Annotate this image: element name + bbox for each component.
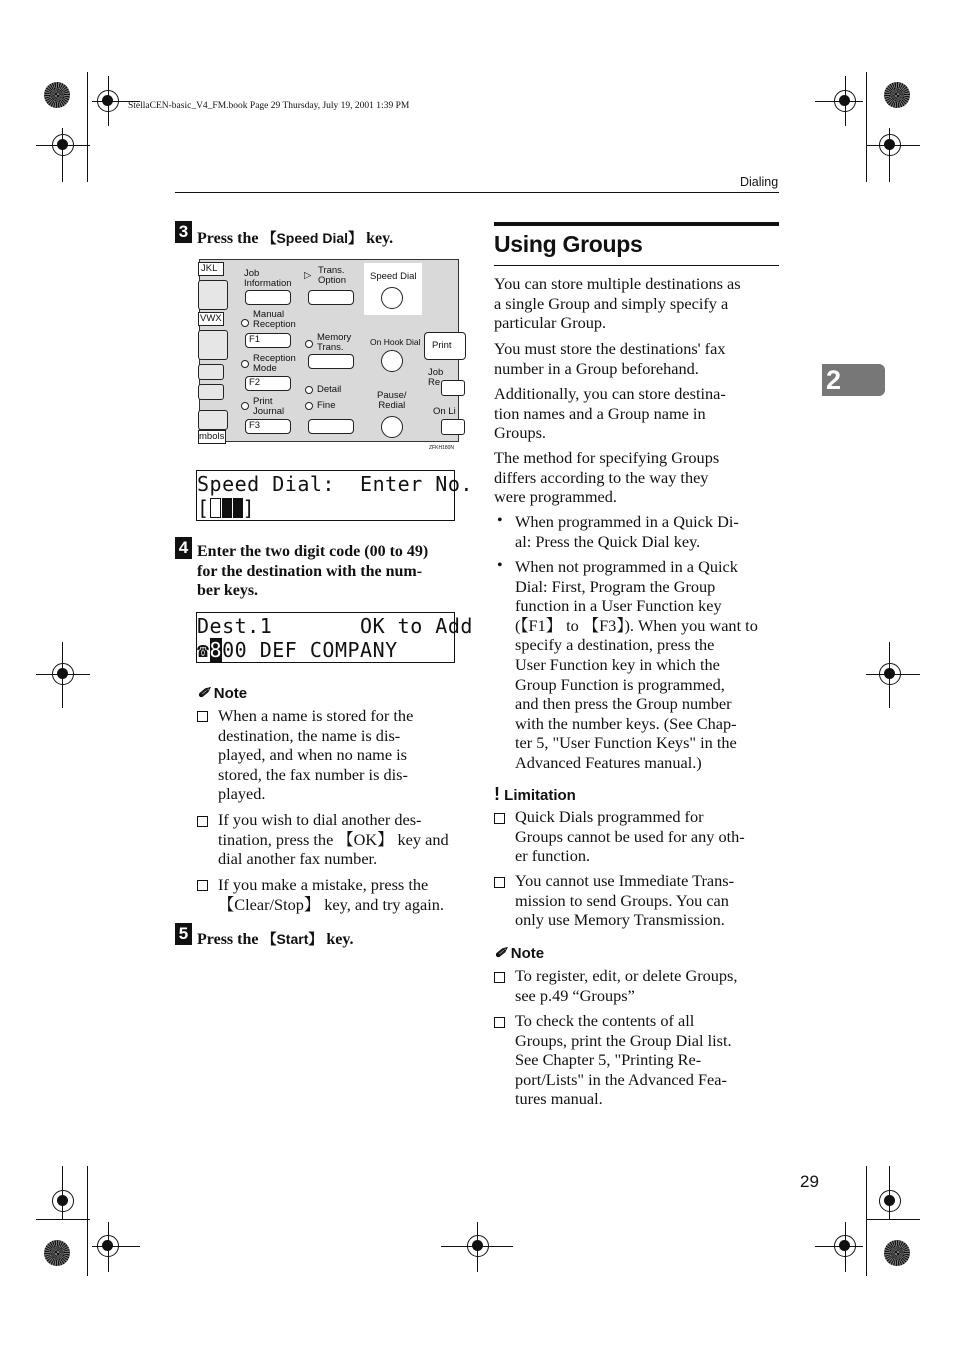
job-information-key — [245, 290, 291, 305]
label-line: Journal — [253, 406, 285, 417]
registration-target-icon — [879, 1190, 901, 1212]
registration-target-icon — [834, 90, 856, 112]
memory-trans-label — [317, 333, 351, 353]
label-line: Memory — [317, 332, 352, 343]
text-line: tion names and a Group name in — [494, 403, 706, 423]
text-line: To check the contents of all — [515, 1011, 695, 1030]
text-line: with the number keys. (See Chap- — [515, 713, 737, 733]
checkbox-icon — [494, 969, 511, 987]
figure-code: ZFKH180N — [429, 445, 455, 451]
control-panel-illustration — [199, 259, 459, 451]
text-line: played. — [218, 784, 266, 804]
lcd-bracket: [ — [197, 496, 210, 520]
header-rule — [175, 192, 779, 193]
keypad-key — [198, 410, 228, 430]
paragraph — [494, 384, 779, 443]
pause-redial-key — [381, 416, 403, 438]
text-line: and then press the Group number — [515, 694, 732, 714]
text-line: stored, the fax number is dis- — [218, 764, 408, 784]
text-line: specify a destination, press the — [515, 635, 715, 655]
f1-key — [245, 333, 291, 348]
reception-mode-label — [253, 354, 296, 374]
registration-sunburst-icon — [884, 1240, 910, 1266]
speed-dial-key-label: 【Speed Dial】 — [262, 230, 363, 246]
page-number: 29 — [800, 1172, 819, 1191]
job-information-label — [244, 269, 292, 289]
text-line: mission to send Groups. You can — [515, 890, 729, 910]
section-title: Using Groups — [494, 231, 643, 257]
text-line: Dial: First, Program the Group — [515, 576, 716, 596]
limitation-title: Limitation — [504, 787, 576, 804]
text-line: Groups cannot be used for any oth- — [515, 826, 745, 846]
key-label: F3 — [249, 420, 261, 431]
registration-target-icon — [52, 1190, 74, 1212]
text-line: (【F1】 to 【F3】). When you want to — [515, 615, 758, 635]
note-item — [218, 706, 460, 804]
lcd-destination-name: 00 DEF COMPANY — [222, 638, 398, 662]
text-line: Groups, print the Group Dial list. — [515, 1030, 732, 1050]
keypad-key — [198, 384, 224, 400]
text-line: The method for specifying Groups — [494, 448, 720, 467]
paragraph — [494, 274, 779, 333]
step-text: Press the — [197, 230, 263, 247]
bullet-item — [515, 557, 779, 773]
start-key-label: 【Start】 — [262, 931, 323, 947]
checkbox-icon — [197, 708, 214, 726]
text-line: To register, edit, or delete Groups, — [515, 966, 738, 985]
pencil-icon: ✐ — [494, 945, 507, 962]
note-item — [218, 875, 460, 914]
step-text: Press the — [197, 931, 263, 948]
text-line: only use Memory Transmission. — [515, 910, 725, 930]
label-line: Job — [244, 268, 260, 279]
lcd-line-1: Speed Dial: Enter No. — [197, 472, 473, 496]
bullet-item — [515, 512, 779, 551]
note-title: Note — [510, 945, 545, 962]
note-item — [218, 810, 460, 869]
label-line: Reception — [253, 319, 296, 330]
text-line: destination, the name is dis- — [218, 725, 401, 745]
led-indicator — [241, 360, 249, 368]
label-line: Reception — [253, 353, 296, 364]
step-number: 5 — [175, 923, 192, 945]
trans-option-key — [308, 290, 354, 305]
text-line: see p.49 “Groups” — [515, 985, 635, 1005]
lcd-line-2 — [197, 638, 398, 662]
limitation-item — [515, 807, 779, 866]
trans-option-icon: ▷ — [304, 270, 312, 281]
registration-target-icon — [97, 90, 119, 112]
label-line: Redial — [378, 400, 406, 411]
text-line: See Chapter 5, "Printing Re- — [515, 1050, 702, 1070]
text-line: When a name is stored for the — [218, 706, 414, 725]
text-line: were programmed. — [494, 487, 617, 507]
speed-dial-key — [381, 287, 403, 309]
detail-label: Detail — [317, 384, 342, 395]
text-line: 【Clear/Stop】 key, and try again. — [218, 894, 444, 914]
function-key-area — [237, 263, 429, 441]
note-item — [515, 1011, 779, 1109]
text-line: When not programmed in a Quick — [515, 557, 738, 576]
step-text: key. — [322, 931, 354, 948]
registration-sunburst-icon — [44, 82, 70, 108]
key-label: JKL — [201, 263, 218, 274]
lcd-block — [222, 498, 232, 518]
key-label: F1 — [249, 334, 261, 345]
text-line: If you wish to dial another des- — [218, 810, 422, 829]
job-reset-label: Job Re — [428, 367, 444, 388]
file-info: StellaCEN-basic_V4_FM.book Page 29 Thursday, July 19, 2001 1:39 PM — [128, 101, 410, 111]
note-heading — [197, 684, 247, 702]
note-title: Note — [213, 685, 248, 702]
led-indicator — [241, 319, 249, 327]
key-label: mbols — [199, 431, 225, 442]
chapter-tab: 2 — [822, 364, 885, 396]
text-line: tures manual. — [515, 1089, 603, 1109]
label-line: Manual — [253, 309, 285, 320]
text-line: er function. — [515, 846, 591, 866]
paragraph — [494, 448, 779, 507]
step-5-text — [197, 929, 354, 949]
registration-target-icon — [467, 1235, 489, 1257]
text-line: tination, press the 【OK】 key and — [218, 829, 449, 849]
text-line: differs according to the way they — [494, 467, 709, 487]
exclamation-icon: ! — [494, 784, 500, 804]
key-vwx — [198, 312, 224, 326]
pause-redial-label — [377, 391, 407, 411]
key-label: Print — [432, 340, 452, 351]
checkbox-icon — [197, 877, 214, 895]
text-line: Additionally, you can store destina- — [494, 384, 726, 403]
text-line: User Function key in which the — [515, 654, 720, 674]
text-line: ber keys. — [197, 582, 259, 600]
text-line: ter 5, "User Function Keys" in the — [515, 733, 737, 753]
keypad-key — [198, 364, 224, 380]
text-line: function in a User Function key — [515, 596, 722, 616]
text-line: played, and when no name is — [218, 745, 407, 765]
manual-reception-label — [253, 310, 296, 330]
text-line: When programmed in a Quick Di- — [515, 512, 739, 531]
text-line: al: Press the Quick Dial key. — [515, 531, 701, 551]
registration-target-icon — [834, 1235, 856, 1257]
telephone-icon: ☎ — [197, 638, 210, 662]
registration-sunburst-icon — [884, 82, 910, 108]
fine-label: Fine — [317, 400, 336, 411]
registration-target-icon — [52, 663, 74, 685]
keypad-key — [198, 330, 228, 360]
note-heading — [494, 944, 544, 962]
keypad-key — [198, 280, 228, 310]
lcd-display-speed-dial — [196, 470, 473, 521]
print-journal-label — [253, 397, 284, 417]
fine-key — [308, 419, 354, 434]
note-item — [515, 966, 779, 1005]
lcd-cursor — [210, 498, 221, 518]
registration-target-icon — [879, 663, 901, 685]
section-rule — [494, 222, 779, 226]
on-hook-dial-key — [381, 350, 403, 372]
step-4-text — [197, 542, 462, 601]
key-label: VWX — [200, 313, 222, 324]
text-line: Quick Dials programmed for — [515, 807, 704, 826]
speed-dial-label: Speed Dial — [370, 271, 417, 282]
text-line: Groups. — [494, 423, 547, 443]
text-line: a single Group and simply specify a — [494, 293, 729, 313]
text-line: You must store the destinations' fax — [494, 339, 726, 358]
paragraph — [494, 339, 779, 378]
text-line: Advanced Features manual.) — [515, 752, 702, 772]
checkbox-icon — [494, 810, 511, 828]
step-number: 4 — [175, 537, 192, 559]
memory-trans-key — [308, 354, 354, 369]
on-hook-dial-label: On Hook Dial — [370, 337, 421, 347]
bullet-icon: • — [497, 557, 503, 574]
text-line: port/Lists" in the Advanced Fea- — [515, 1069, 727, 1089]
bullet-icon: • — [497, 512, 503, 529]
on-line-label: On Li — [433, 406, 456, 417]
lcd-cursor: 8 — [209, 638, 223, 662]
text-line: You can store multiple destinations as — [494, 274, 741, 293]
text-line: You cannot use Immediate Trans- — [515, 871, 735, 890]
checkbox-icon — [494, 874, 511, 892]
checkbox-icon — [197, 813, 214, 831]
trans-option-label — [318, 266, 346, 286]
label-line: Trans. — [317, 342, 344, 353]
led-indicator — [305, 340, 313, 348]
pencil-icon: ✐ — [197, 685, 210, 702]
on-line-key — [441, 419, 465, 435]
text-line: Group Function is programmed, — [515, 674, 725, 694]
led-indicator — [241, 402, 249, 410]
label-line: Print — [253, 396, 273, 407]
lcd-line-1: Dest.1 OK to Add — [197, 614, 473, 638]
text-line: particular Group. — [494, 313, 607, 333]
running-header: Dialing — [740, 175, 779, 189]
step-number: 3 — [175, 221, 192, 243]
lcd-block — [233, 498, 243, 518]
f2-key — [245, 376, 291, 391]
led-indicator — [305, 386, 313, 394]
label-line: Option — [318, 275, 346, 286]
key-symbols — [198, 430, 226, 444]
text-line: dial another fax number. — [218, 849, 378, 869]
label-line: Information — [244, 278, 292, 289]
registration-target-icon — [97, 1235, 119, 1257]
limitation-item — [515, 871, 779, 930]
step-3-text — [197, 228, 393, 248]
key-label: F2 — [249, 377, 261, 388]
text-line: for the destination with the num- — [197, 562, 423, 580]
text-line: If you make a mistake, press the — [218, 875, 429, 894]
text-line: Enter the two digit code (00 to 49) — [197, 543, 429, 560]
label-line: Mode — [253, 363, 277, 374]
title-underline — [494, 265, 779, 266]
label-line: Pause/ — [377, 390, 407, 401]
print-key — [424, 332, 466, 360]
registration-sunburst-icon — [44, 1240, 70, 1266]
limitation-heading — [494, 784, 576, 805]
job-reset-key — [441, 380, 465, 396]
lcd-display-destination — [196, 612, 473, 663]
key-jkl — [198, 262, 224, 276]
f3-key — [245, 419, 291, 434]
checkbox-icon — [494, 1014, 511, 1032]
led-indicator — [305, 402, 313, 410]
registration-target-icon — [879, 134, 901, 156]
label-line: Trans. — [318, 265, 345, 276]
registration-target-icon — [52, 134, 74, 156]
lcd-bracket: ] — [242, 496, 256, 520]
lcd-line-2 — [197, 496, 255, 520]
text-line: number in a Group beforehand. — [494, 358, 699, 378]
step-text: key. — [362, 230, 394, 247]
